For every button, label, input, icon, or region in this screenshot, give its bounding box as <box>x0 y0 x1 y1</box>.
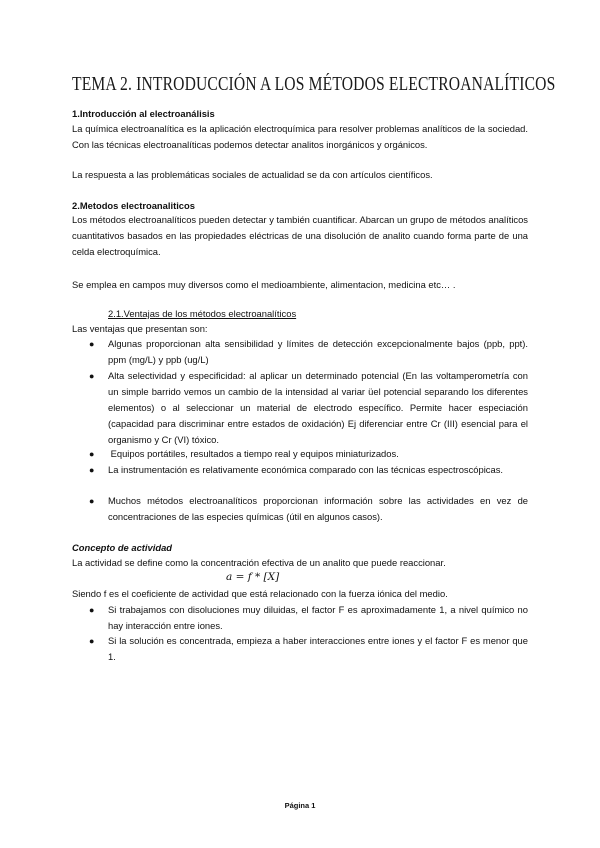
section-2-paragraph-1: Los métodos electroanalíticos pueden detectar y también cuantificar. Abarcan un grupo de métodos analíticos cuantitativos basados en las propiedades eléctricas de una disolución de analito cuando forma parte de una celda electroquímica. <box>72 214 528 257</box>
activity-heading: Concepto de actividad <box>72 542 173 553</box>
activity-paragraph-1: La actividad se define como la concentración efectiva de un analito que puede reaccionar. <box>72 557 446 568</box>
bullet-icon: ● <box>89 339 95 349</box>
bullet-icon: ● <box>89 449 95 459</box>
page-title: TEMA 2. INTRODUCCIÓN A LOS MÉTODOS ELECTROANALÍTICOS <box>72 74 556 95</box>
list-item-advantage-3: Equipos portátiles, resultados a tiempo real y equipos miniaturizados. <box>108 448 399 459</box>
list-item-activity-2: Si la solución es concentrada, empieza a haber interacciones entre iones y el factor F es menor que 1. <box>108 635 528 662</box>
section-2-heading: 2.Metodos electroanaliticos <box>72 200 195 211</box>
bullet-icon: ● <box>89 636 95 646</box>
section-1-paragraph-1: La química electroanalítica es la aplicación electroquímica para resolver problemas analíticos de la sociedad. Con las técnicas electroanalíticas podemos detectar analitos inorgánicos y orgánicos. <box>72 123 528 150</box>
section-1-heading: 1.Introducción al electroanálisis <box>72 108 215 119</box>
list-item-advantage-2: Alta selectividad y especificidad: al aplicar un determinado potencial (En las voltamperometría con un simple barrido vemos un cambio de la intensidad al variar üel potencial separando los diferentes elementos) o al seleccionar un material de electrodo específico. Permite hacer especiación (capacidad para discriminar entre estados de oxidación) Ej diferenciar entre Cr (III) esencial para el organismo y Cr (VI) tóxico. <box>108 370 528 445</box>
list-item-advantage-5: Muchos métodos electroanalíticos proporcionan información sobre las actividades en vez de concentraciones de las especies químicas (útil en algunos casos). <box>108 495 528 522</box>
list-item-advantage-4: La instrumentación es relativamente económica comparado con las técnicas espectroscópicas. <box>108 464 503 475</box>
list-item-advantage-1: Algunas proporcionan alta sensibilidad y límites de detección excepcionalmente bajos (ppb, ppt). ppm (mg/L) y ppb (ug/L) <box>108 338 528 365</box>
activity-paragraph-2: Siendo f es el coeficiente de actividad que está relacionado con la fuerza iónica del medio. <box>72 588 448 599</box>
bullet-icon: ● <box>89 465 95 475</box>
bullet-icon: ● <box>89 605 95 615</box>
bullet-icon: ● <box>89 496 95 506</box>
section-1-paragraph-2: La respuesta a las problemáticas sociales de actualidad se da con artículos científicos. <box>72 169 433 180</box>
list-item-activity-1: Si trabajamos con disoluciones muy diluidas, el factor F es aproximadamente 1, a nivel químico no hay interacción entre iones. <box>108 604 528 631</box>
section-2-1-heading: 2.1.Ventajas de los métodos electroanalíticos <box>108 308 297 319</box>
section-2-paragraph-2: Se emplea en campos muy diversos como el medioambiente, alimentacion, medicina etc… . <box>72 279 456 290</box>
activity-formula: a = f * [X] <box>226 571 280 583</box>
section-2-1-intro: Las ventajas que presentan son: <box>72 323 208 334</box>
bullet-icon: ● <box>89 371 95 381</box>
page-number: Página 1 <box>284 801 316 810</box>
